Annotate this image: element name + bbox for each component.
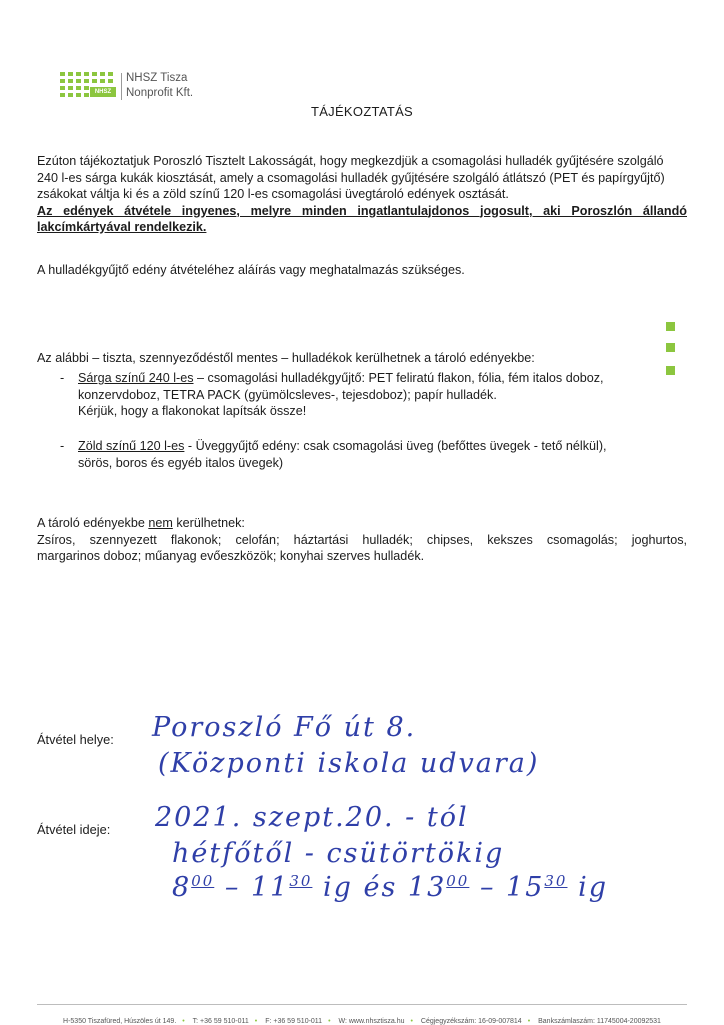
forbidden-heading-post: kerülhetnek:	[172, 516, 245, 530]
pickup-time-handwritten: hétfőtől - csütörtökig	[172, 838, 505, 869]
allowed-heading: Az alábbi – tiszta, szennyeződéstől mentes – hulladékok kerülhetnek a tároló edényekbe:	[37, 351, 535, 365]
footer-bank: Bankszámlaszám: 11745004-20092531	[538, 1018, 661, 1025]
intro-line: 240 l-es sárga kukák kiosztását, amely a csomagolási hulladék gyűjtésére szolgáló átlátszó (PET és papírgyűjtő)	[37, 170, 665, 185]
hours-part: ig	[567, 872, 608, 903]
yellow-line: Kérjük, hogy a flakonokat lapítsák össze!	[78, 404, 307, 418]
green-line: - Üveggyűjtő edény: csak csomagolási üveg (befőttes üvegek - tető nélkül),	[184, 439, 607, 453]
yellow-bin-label: Sárga színű 240 l-es	[78, 371, 194, 385]
signature-note: A hulladékgyűjtő edény átvételéhez aláírás vagy meghatalmazás szükséges.	[37, 263, 465, 277]
pickup-place-handwritten: Poroszló Fő út 8.	[152, 712, 417, 743]
footer-web: W: www.nhsztisza.hu	[338, 1018, 405, 1025]
intro-line: Ezúton tájékoztatjuk Poroszló Tisztelt Lakosságát, hogy megkezdjük a csomagolási hulladék gyűjtésére szolgáló	[37, 154, 664, 168]
hours-part: 8	[172, 872, 192, 903]
hours-sup: 00	[191, 872, 215, 890]
forbidden-line: margarinos doboz; műanyag evőeszközök; konyhai szerves hulladék.	[37, 549, 425, 563]
company-logo	[60, 70, 220, 102]
forbidden-heading-pre: A tároló edényekbe	[37, 516, 149, 530]
footer: H-5350 Tiszafüred, Húszöles út 149. • T: +36 59 510-011 • F: +36 59 510-011 • W: www.nhsztisza.hu • Cégjegyzékszám: 16-09-007814 • Bankszámlaszám: 11745004-20092531	[0, 1018, 724, 1025]
footer-reg: Cégjegyzékszám: 16-09-007814	[420, 1018, 522, 1025]
pickup-time-label: Átvétel ideje:	[37, 822, 111, 837]
hours-sup: 00	[446, 872, 470, 890]
pickup-time-handwritten: 2021. szept.20. - tól	[155, 802, 469, 833]
intro-paragraph	[37, 153, 687, 236]
list-item-yellow	[60, 370, 680, 426]
footer-divider	[37, 1004, 687, 1005]
footer-address: H-5350 Tiszafüred, Húszöles út 149.	[63, 1018, 177, 1025]
pickup-place-handwritten: (Központi iskola udvara)	[158, 748, 540, 779]
list-dash: -	[60, 439, 65, 453]
intro-bold-line: Az edények átvétele ingyenes, melyre minden ingatlantulajdonos jogosult, aki Poroszlón állandó	[37, 203, 687, 218]
yellow-line: konzervdoboz, TETRA PACK (gyümölcsleves-, tejesdoboz); papír hulladék.	[78, 387, 497, 402]
hours-part: ig és 13	[312, 872, 447, 903]
intro-bold-line: lakcímkártyával rendelkezik.	[37, 220, 207, 234]
logo-name	[126, 71, 193, 101]
logo-name-line1: NHSZ Tisza	[126, 72, 188, 84]
logo-badge: NHSZ	[90, 87, 116, 97]
green-bin-label: Zöld színű 120 l-es	[78, 439, 185, 453]
hours-sup: 30	[289, 872, 313, 890]
forbidden-heading-nem: nem	[148, 516, 173, 530]
yellow-line: – csomagolási hulladékgyűjtő: PET feliratú flakon, fólia, fém italos doboz,	[193, 371, 604, 385]
accent-square	[666, 322, 675, 331]
logo-divider	[121, 73, 122, 100]
list-item-text	[78, 438, 678, 471]
pickup-place-label: Átvétel helye:	[37, 732, 114, 747]
intro-line: zsákokat váltja ki és a zöld színű 120 l-es csomagolási üvegtároló edények osztását.	[37, 187, 509, 201]
list-dash: -	[60, 371, 65, 385]
hours-part: – 11	[214, 872, 290, 903]
logo-name-line2: Nonprofit Kft.	[126, 87, 194, 99]
green-line: sörös, boros és egyéb italos üvegek)	[78, 455, 284, 470]
pickup-hours-handwritten	[172, 872, 608, 903]
page-title: TÁJÉKOZTATÁS	[310, 104, 414, 119]
forbidden-section	[37, 515, 687, 565]
forbidden-heading	[37, 515, 687, 532]
footer-phone: T: +36 59 510-011	[192, 1018, 249, 1025]
hours-sup: 30	[544, 872, 568, 890]
hours-part: – 15	[469, 872, 545, 903]
list-item-text	[78, 370, 678, 420]
footer-fax: F: +36 59 510-011	[265, 1018, 323, 1025]
forbidden-line: Zsíros, szennyezett flakonok; celofán; háztartási hulladék; chipses, kekszes csomagolás; joghurtos,	[37, 532, 687, 547]
list-item-green	[60, 438, 680, 474]
